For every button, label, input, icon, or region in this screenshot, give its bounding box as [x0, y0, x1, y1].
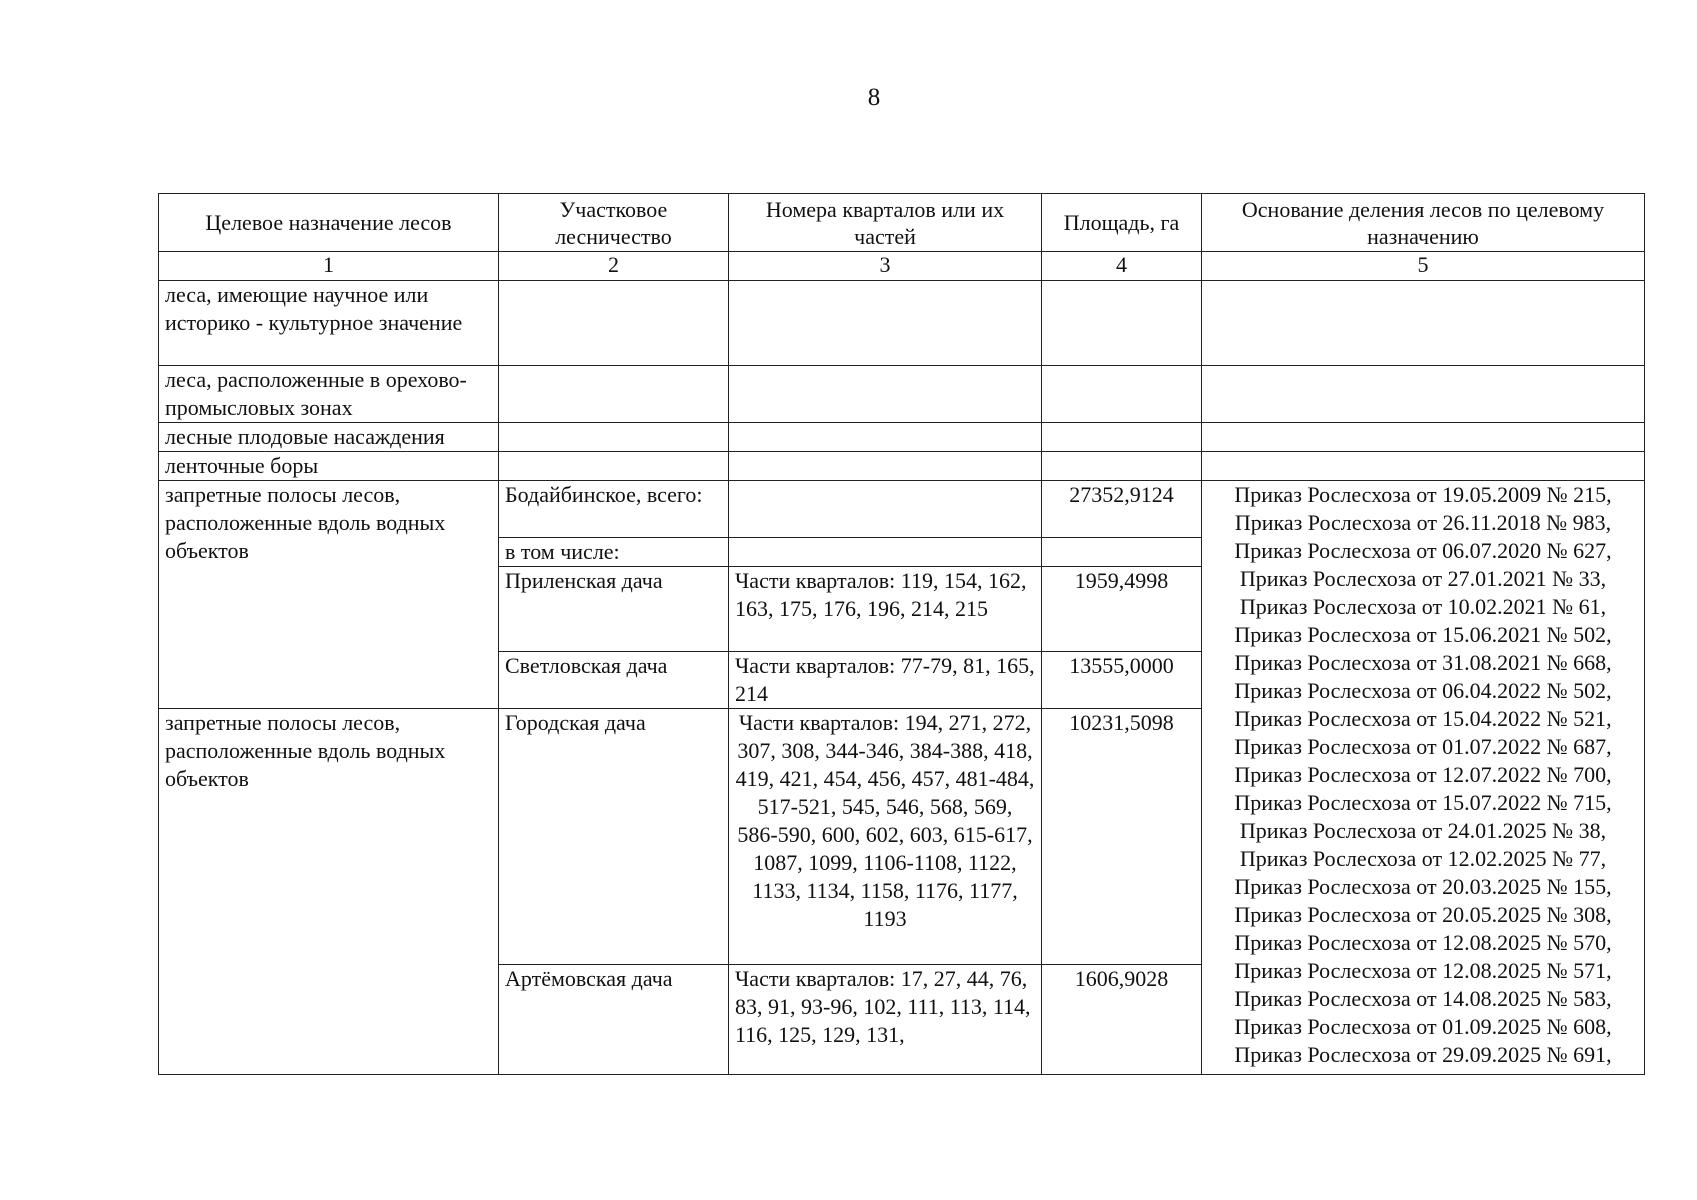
- quarters-cell: Части кварталов: 119, 154, 162, 163, 175, 176, 196, 214, 215: [729, 567, 1042, 652]
- table-row: [159, 366, 1645, 423]
- column-number: 5: [1202, 252, 1645, 281]
- basis-line: Приказ Рослесхоза от 01.07.2022 № 687,: [1234, 734, 1612, 759]
- column-number: 2: [499, 252, 729, 281]
- basis-line: Приказ Рослесхоза от 31.08.2021 № 668,: [1234, 650, 1612, 675]
- basis-line: Приказ Рослесхоза от 10.02.2021 № 61,: [1239, 594, 1607, 619]
- basis-line: Приказ Рослесхоза от 06.04.2022 № 502,: [1234, 678, 1612, 703]
- total-area: 27352,9124: [1042, 481, 1202, 538]
- header-row: [159, 194, 1645, 252]
- table-row: [159, 423, 1645, 452]
- header-area: Площадь, га: [1042, 194, 1202, 252]
- table-row: [159, 281, 1645, 366]
- forestry-name: Городская дача: [499, 709, 729, 965]
- forest-purpose-table: [158, 193, 1645, 1075]
- purpose-cell: лесные плодовые насаждения: [159, 423, 499, 452]
- header-quarters: Номера кварталов или их частей: [729, 194, 1042, 252]
- basis-line: Приказ Рослесхоза от 19.05.2009 № 215,: [1234, 482, 1612, 507]
- basis-line: Приказ Рослесхоза от 12.08.2025 № 570,: [1234, 930, 1612, 955]
- basis-line: Приказ Рослесхоза от 12.07.2022 № 700,: [1234, 762, 1612, 787]
- header-basis: Основание деления лесов по целевому назначению: [1202, 194, 1645, 252]
- basis-cell: [1202, 481, 1645, 1075]
- header-purpose: Целевое назначение лесов: [159, 194, 499, 252]
- basis-line: Приказ Рослесхоза от 29.09.2025 № 691,: [1234, 1042, 1612, 1067]
- column-number: 3: [729, 252, 1042, 281]
- basis-line: Приказ Рослесхоза от 20.05.2025 № 308,: [1234, 902, 1612, 927]
- basis-line: Приказ Рослесхоза от 27.01.2021 № 33,: [1239, 566, 1607, 591]
- column-number: 4: [1042, 252, 1202, 281]
- basis-line: Приказ Рослесхоза от 12.02.2025 № 77,: [1239, 846, 1607, 871]
- column-number-row: [159, 252, 1645, 281]
- header-forestry: Участковое лесничество: [499, 194, 729, 252]
- basis-line: Приказ Рослесхоза от 15.04.2022 № 521,: [1234, 706, 1612, 731]
- quarters-cell: Части кварталов: 194, 271, 272, 307, 308, 344-346, 384-388, 418, 419, 421, 454, 456, 457, 481-484, 517-521, 545, 546, 568, 569, 586-590, 600, 602, 603, 615-617, 1087, 1099, 1106-1108, 1122, 1133, 1134, 1158, 1176, 1177, 1193: [729, 709, 1042, 965]
- quarters-cell: Части кварталов: 17, 27, 44, 76, 83, 91, 93-96, 102, 111, 113, 114, 116, 125, 129, 131,: [729, 965, 1042, 1075]
- table-row: [159, 452, 1645, 481]
- purpose-cell: запретные полосы лесов, расположенные вдоль водных объектов: [159, 709, 499, 1075]
- basis-line: Приказ Рослесхоза от 06.07.2020 № 627,: [1234, 538, 1612, 563]
- basis-line: Приказ Рослесхоза от 01.09.2025 № 608,: [1234, 1014, 1612, 1039]
- column-number: 1: [159, 252, 499, 281]
- basis-line: Приказ Рослесхоза от 24.01.2025 № 38,: [1239, 818, 1607, 843]
- basis-line: Приказ Рослесхоза от 26.11.2018 № 983,: [1234, 510, 1612, 535]
- area-cell: 10231,5098: [1042, 709, 1202, 965]
- page-number: 8: [867, 84, 881, 111]
- forestry-name: Артёмовская дача: [499, 965, 729, 1075]
- quarters-cell: Части кварталов: 77-79, 81, 165, 214: [729, 652, 1042, 709]
- area-cell: 1606,9028: [1042, 965, 1202, 1075]
- area-cell: 13555,0000: [1042, 652, 1202, 709]
- including-label: в том числе:: [499, 538, 729, 567]
- basis-line: Приказ Рослесхоза от 20.03.2025 № 155,: [1234, 874, 1612, 899]
- basis-line: Приказ Рослесхоза от 12.08.2025 № 571,: [1234, 958, 1612, 983]
- forestry-name: Светловская дача: [499, 652, 729, 709]
- purpose-cell: запретные полосы лесов, расположенные вдоль водных объектов: [159, 481, 499, 709]
- basis-line: Приказ Рослесхоза от 15.07.2022 № 715,: [1234, 790, 1612, 815]
- purpose-cell: ленточные боры: [159, 452, 499, 481]
- basis-line: Приказ Рослесхоза от 14.08.2025 № 583,: [1234, 986, 1612, 1011]
- table-row: [159, 481, 1645, 538]
- purpose-cell: леса, имеющие научное или историко - культурное значение: [159, 281, 499, 366]
- forestry-name: Приленская дача: [499, 567, 729, 652]
- forestry-total-label: Бодайбинское, всего:: [499, 481, 729, 538]
- area-cell: 1959,4998: [1042, 567, 1202, 652]
- purpose-cell: леса, расположенные в орехово-промысловых зонах: [159, 366, 499, 423]
- basis-line: Приказ Рослесхоза от 15.06.2021 № 502,: [1234, 622, 1612, 647]
